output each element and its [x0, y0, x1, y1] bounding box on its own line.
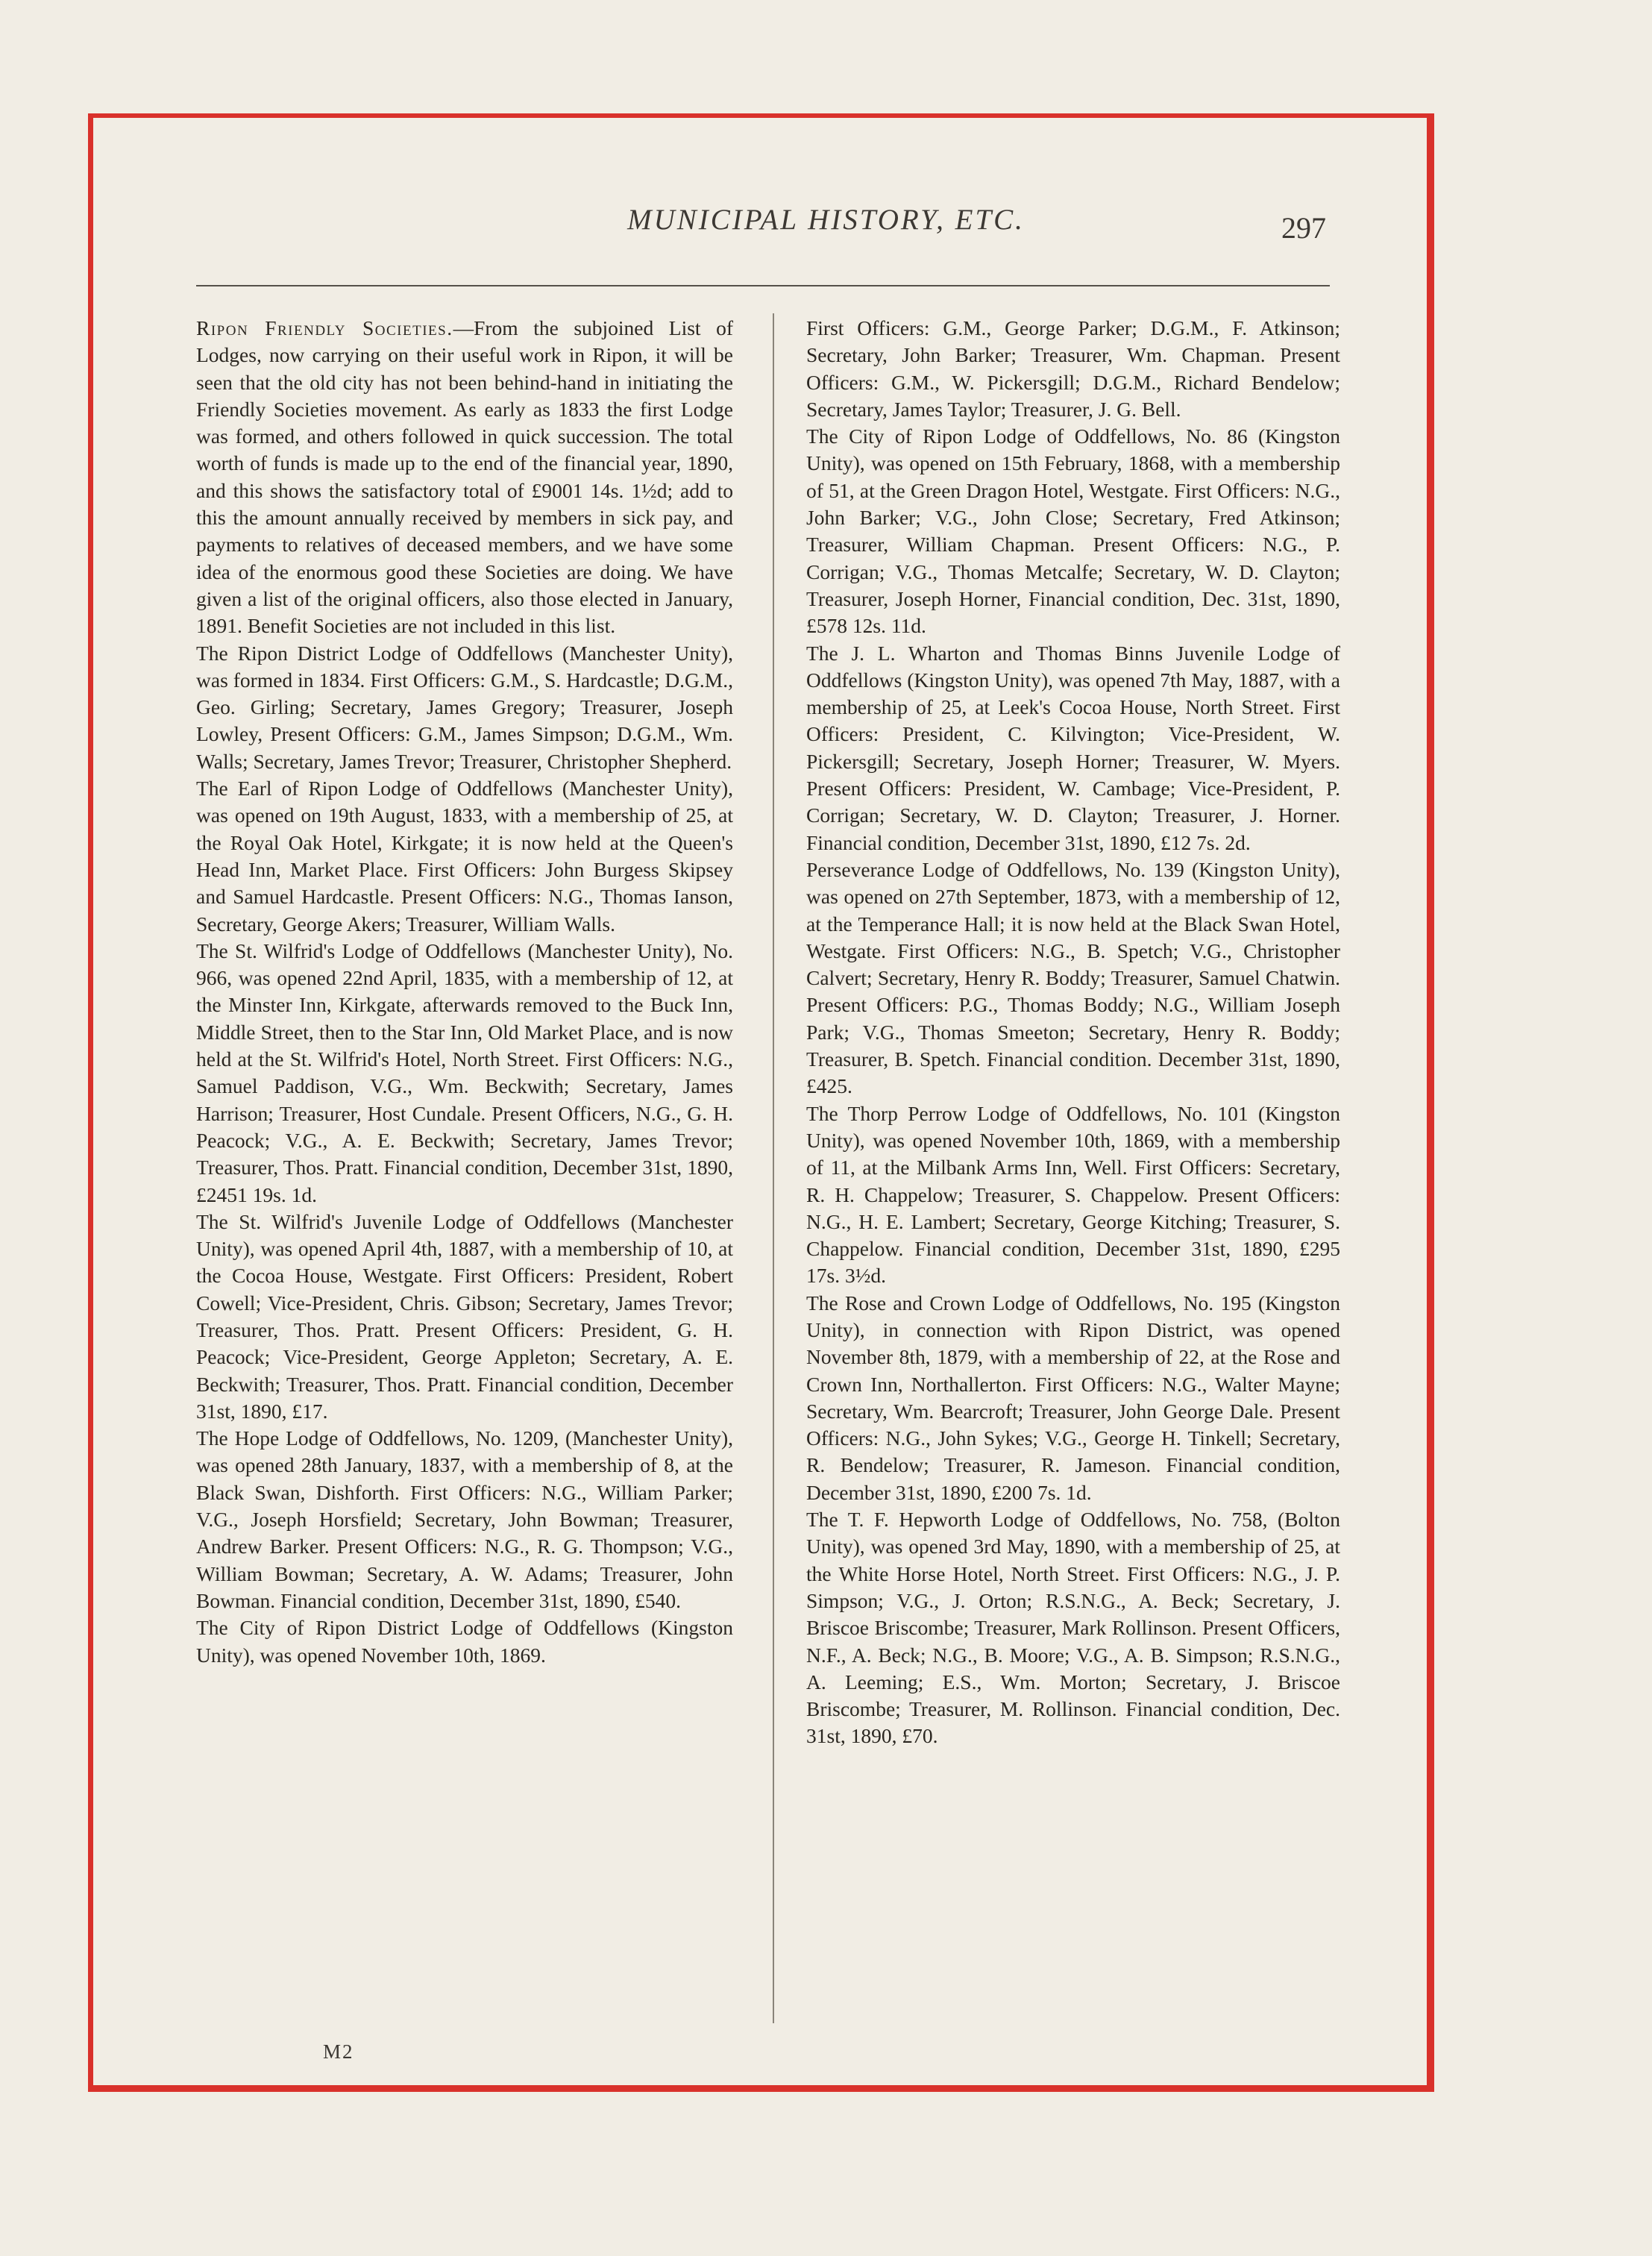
column-divider: [773, 313, 774, 2023]
right-column: [806, 315, 1340, 1750]
paragraph: The City of Ripon District Lodge of Oddfellows (Kingston Unity), was opened November 10th, 1869.: [196, 1616, 733, 1667]
running-title: MUNICIPAL HISTORY, ETC.: [627, 204, 1025, 236]
paragraph: The St. Wilfrid's Juvenile Lodge of Oddfellows (Manchester Unity), was opened April 4th, 1887, with a membership of 10, at the Cocoa House, Westgate. First Officers: President, Robert Cowell; Vice-President, Chris. Gibson; Secretary, James Trevor; Treasurer, Thos. Pratt. Present Officers: President, G. H. Peacock; Vice-President, George Appleton; Secretary, A. E. Beckwith; Treasurer, Thos. Pratt. Financial condition, December 31st, 1890, £17.: [196, 1209, 733, 1423]
paragraph: The City of Ripon Lodge of Oddfellows, No. 86 (Kingston Unity), was opened on 15th February, 1868, with a membership of 51, at the Green Dragon Hotel, Westgate. First Officers: N.G., John Barker; V.G., John Close; Secretary, Fred Atkinson; Treasurer, William Chapman. Present Officers: N.G., P. Corrigan; V.G., Thomas Metcalfe; Secretary, W. D. Clayton; Treasurer, Joseph Horner, Financial condition, Dec. 31st, 1890, £578 12s. 11d.: [806, 424, 1340, 638]
paragraph-text: —From the subjoined List of Lodges, now carrying on their useful work in Ripon, it will be seen that the old city has not been behind-hand in initiating the Friendly Societies movement. As early as 1833 the first Lodge was formed, and others followed in quick succession. The total worth of funds is made up to the end of the financial year, 1890, and this shows the satisfactory total of £9001 14s. 1½d; add to this the amount annually received by members in sick pay, and payments to relatives of deceased members, and we have some idea of the enormous good these Societies are doing. We have given a list of the original officers, also those elected in January, 1891. Benefit Societies are not included in this list.: [196, 316, 733, 638]
page-number: 297: [1281, 211, 1326, 245]
section-heading: Ripon Friendly Societies.: [196, 316, 453, 339]
paragraph: The Thorp Perrow Lodge of Oddfellows, No. 101 (Kingston Unity), was opened November 10th, 1869, with a membership of 11, at the Milbank Arms Inn, Well. First Officers: Secretary, R. H. Chappelow; Treasurer, S. Chappelow. Present Officers: N.G., H. E. Lambert; Secretary, George Kitching; Treasurer, S. Chappelow. Financial condition, December 31st, 1890, £295 17s. 3½d.: [806, 1101, 1340, 1288]
page-header: [0, 200, 1652, 260]
paragraph: The Rose and Crown Lodge of Oddfellows, No. 195 (Kingston Unity), in connection with Ripon District, was opened November 8th, 1879, with a membership of 22, at the Rose and Crown Inn, Northallerton. First Officers: N.G., Walter Mayne; Secretary, Wm. Bearcroft; Treasurer, John George Dale. Present Officers: N.G., John Sykes; V.G., George H. Tinkell; Secretary, R. Bendelow; Treasurer, R. Jameson. Financial condition, December 31st, 1890, £200 7s. 1d.: [806, 1291, 1340, 1504]
paragraph: The J. L. Wharton and Thomas Binns Juvenile Lodge of Oddfellows (Kingston Unity), was opened 7th May, 1887, with a membership of 25, at Leek's Cocoa House, North Street. First Officers: President, C. Kilvington; Vice-President, W. Pickersgill; Secretary, Joseph Horner; Treasurer, W. Myers. Present Officers: President, W. Cambage; Vice-President, P. Corrigan; Secretary, W. D. Clayton; Treasurer, J. Horner. Financial condition, December 31st, 1890, £12 7s. 2d.: [806, 641, 1340, 854]
paragraph: The Ripon District Lodge of Oddfellows (Manchester Unity), was formed in 1834. First Officers: G.M., S. Hardcastle; D.G.M., Geo. Girling; Secretary, James Gregory; Treasurer, Joseph Lowley, Present Officers: G.M., James Simpson; D.G.M., Wm. Walls; Secretary, James Trevor; Treasurer, Christopher Shepherd.: [196, 641, 733, 773]
paragraph: [196, 315, 733, 640]
paragraph: The Hope Lodge of Oddfellows, No. 1209, (Manchester Unity), was opened 28th January, 1837, with a membership of 8, at the Black Swan, Dishforth. First Officers: N.G., William Parker; V.G., Joseph Horsfield; Secretary, John Bowman; Treasurer, Andrew Barker. Present Officers: N.G., R. G. Thompson; V.G., William Bowman; Secretary, A. W. Adams; Treasurer, John Bowman. Financial condition, December 31st, 1890, £540.: [196, 1426, 733, 1612]
paragraph: The T. F. Hepworth Lodge of Oddfellows, No. 758, (Bolton Unity), was opened 3rd May, 1890, with a membership of 25, at the White Horse Hotel, North Street. First Officers: N.G., J. P. Simpson; V.G., J. Orton; R.S.N.G., A. Beck; Secretary, J. Briscoe Briscombe; Treasurer, Mark Rollinson. Present Officers, N.F., A. Beck; N.G., B. Moore; V.G., A. B. Simpson; R.S.N.G., A. Leeming; E.S., Wm. Morton; Secretary, J. Briscoe Briscombe; Treasurer, M. Rollinson. Financial condition, Dec. 31st, 1890, £70.: [806, 1508, 1340, 1748]
paragraph: The Earl of Ripon Lodge of Oddfellows (Manchester Unity), was opened on 19th August, 1833, with a membership of 25, at the Royal Oak Hotel, Kirkgate; it is now held at the Queen's Head Inn, Market Place. First Officers: John Burgess Skipsey and Samuel Hardcastle. Present Officers: N.G., Thomas Ianson, Secretary, George Akers; Treasurer, William Walls.: [196, 777, 733, 936]
signature-mark: M2: [323, 2040, 354, 2063]
header-rule: [196, 285, 1330, 286]
paragraph: Perseverance Lodge of Oddfellows, No. 139 (Kingston Unity), was opened on 27th September, 1873, with a membership of 12, at the Temperance Hall; it is now held at the Black Swan Hotel, Westgate. First Officers: N.G., B. Spetch; V.G., Christopher Calvert; Secretary, Henry R. Boddy; Treasurer, Samuel Chatwin. Present Officers: P.G., Thomas Boddy; N.G., William Joseph Park; V.G., Thomas Smeeton; Secretary, Henry R. Boddy; Treasurer, B. Spetch. Financial condition. December 31st, 1890, £425.: [806, 857, 1340, 1098]
paragraph: First Officers: G.M., George Parker; D.G.M., F. Atkinson; Secretary, John Barker; Treasurer, Wm. Chapman. Present Officers: G.M., W. Pickersgill; D.G.M., Richard Bendelow; Secretary, James Taylor; Treasurer, J. G. Bell.: [806, 316, 1340, 421]
left-column: [196, 315, 733, 1669]
paragraph: The St. Wilfrid's Lodge of Oddfellows (Manchester Unity), No. 966, was opened 22nd April, 1835, with a membership of 12, at the Minster Inn, Kirkgate, afterwards removed to the Buck Inn, Middle Street, then to the Star Inn, Old Market Place, and is now held at the St. Wilfrid's Hotel, North Street. First Officers: N.G., Samuel Paddison, V.G., Wm. Beckwith; Secretary, James Harrison; Treasurer, Host Cundale. Present Officers, N.G., G. H. Peacock; V.G., A. E. Beckwith; Secretary, James Trevor; Treasurer, Thos. Pratt. Financial condition, December 31st, 1890, £2451 19s. 1d.: [196, 939, 733, 1206]
